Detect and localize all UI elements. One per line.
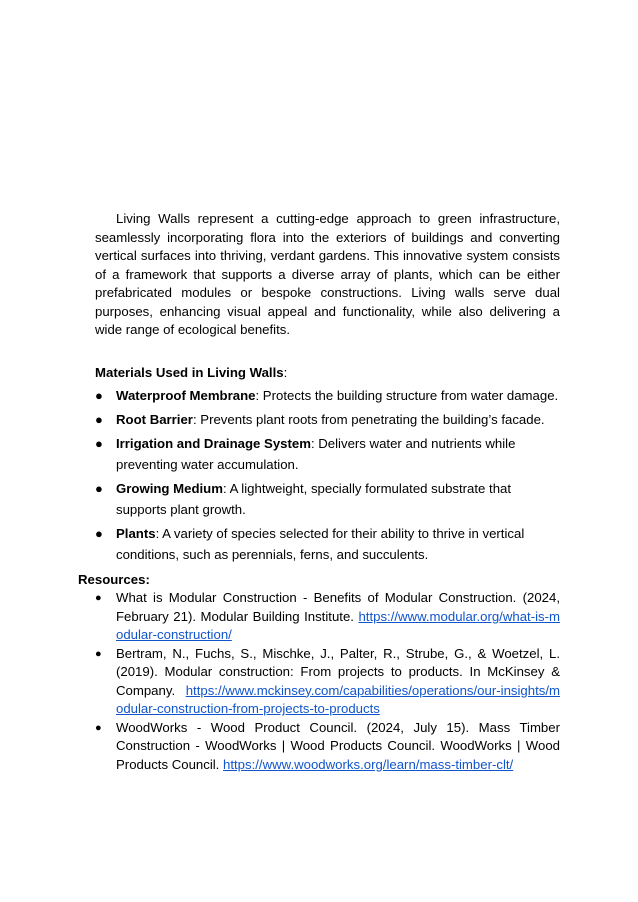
bullet-icon: ● <box>95 526 103 541</box>
resource-link[interactable]: https://www.modular.org/what-is-modular-construction/ <box>116 608 560 642</box>
bullet-icon: ● <box>95 647 102 660</box>
bullet-icon: ● <box>95 592 102 604</box>
materials-heading-text: Materials Used in Living Walls <box>95 365 284 380</box>
materials-item-term: Growing Medium <box>116 481 223 496</box>
materials-item-desc: : Protects the building structure from water damage. <box>255 388 559 403</box>
bullet-icon: ● <box>95 481 103 496</box>
resource-citation: What is Modular Construction - Benefits of Modular Construction. (2024, February 21). Modular Building Institute. <box>116 590 560 624</box>
materials-item <box>95 523 565 565</box>
materials-item-term: Waterproof Membrane <box>116 388 256 403</box>
resource-item <box>95 589 560 645</box>
materials-item <box>95 433 565 475</box>
materials-item <box>95 385 565 406</box>
resource-citation: WoodWorks - Wood Product Council. (2024, July 15). Mass Timber Construction - WoodWorks | Wood Products Council. WoodWorks | Wood Products Council. <box>116 719 560 772</box>
materials-item-term: Irrigation and Drainage System <box>116 436 311 451</box>
materials-item-desc: : A variety of species selected for their ability to thrive in vertical conditions, such as perennials, ferns, and succulents. <box>116 526 525 562</box>
materials-list <box>95 385 565 568</box>
resource-citation: Bertram, N., Fuchs, S., Mischke, J., Palter, R., Strube, G., & Woetzel, L. (2019). Modular construction: From projects to products. In McKinsey & Company. <box>116 645 560 698</box>
materials-item <box>95 409 565 430</box>
bullet-icon: ● <box>95 721 102 734</box>
materials-item-term: Plants <box>116 526 156 541</box>
materials-item-desc: : Prevents plant roots from penetrating the building’s facade. <box>192 412 545 427</box>
bullet-icon: ● <box>95 388 103 403</box>
materials-item-desc: : A lightweight, specially formulated substrate that supports plant growth. <box>116 481 512 517</box>
materials-item-desc: : Delivers water and nutrients while preventing water accumulation. <box>116 436 516 472</box>
bullet-icon: ● <box>95 412 103 427</box>
resource-link[interactable]: https://www.woodworks.org/learn/mass-timber-clt/ <box>223 756 514 772</box>
intro-paragraph: Living Walls represent a cutting-edge approach to green infrastructure, seamlessly incorporating flora into the exteriors of buildings and converting vertical surfaces into thriving, verdant gardens. This innovative system consists of a framework that supports a diverse array of plants, which can be either prefabricated modules or bespoke constructions. Living walls serve dual purposes, enhancing visual appeal and functionality, while also delivering a wide range of ecological benefits. <box>95 211 560 337</box>
materials-item-term: Root Barrier <box>116 412 193 427</box>
bullet-icon: ● <box>95 436 103 451</box>
materials-item <box>95 478 565 520</box>
resources-list <box>95 589 560 774</box>
materials-heading <box>95 364 287 382</box>
resource-item <box>95 719 560 775</box>
resources-heading: Resources: <box>78 572 150 587</box>
resource-link[interactable]: https://www.mckinsey.com/capabilities/operations/our-insights/modular-construction-from-projects-to-products <box>116 682 560 716</box>
resource-item <box>95 645 560 719</box>
materials-heading-colon: : <box>283 365 288 380</box>
